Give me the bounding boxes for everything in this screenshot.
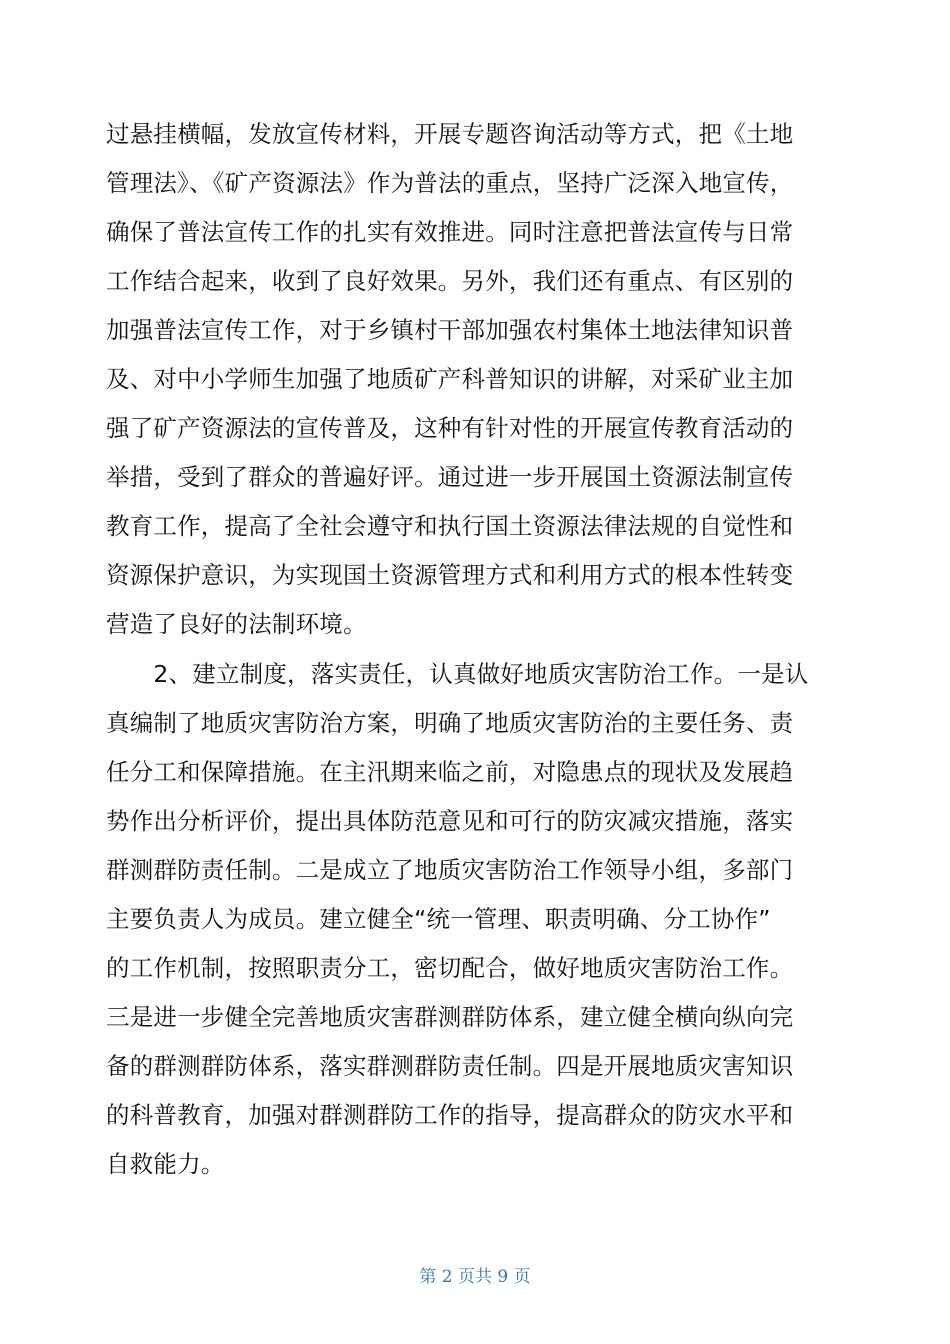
text-line: 资源保护意识，为实现国土资源管理方式和利用方式的根本性转变 [106, 561, 794, 589]
text-line: 的科普教育，加强对群测群防工作的指导，提高群众的防灾水平和 [106, 1101, 794, 1129]
text-line: 强了矿产资源法的宣传普及，这种有针对性的开展宣传教育活动的 [106, 414, 794, 442]
text-line: 教育工作，提高了全社会遵守和执行国土资源法律法规的自觉性和 [106, 512, 794, 540]
text-line: 加强普法宣传工作，对于乡镇村干部加强农村集体土地法律知识普 [106, 316, 794, 344]
text-line: 确保了普法宣传工作的扎实有效推进。同时注意把普法宣传与日常 [106, 218, 794, 246]
page-number-footer: 第 2 页共 9 页 [419, 1267, 531, 1287]
text-line: 管理法》、《矿产资源法》作为普法的重点，坚持广泛深入地宣传， [106, 169, 794, 197]
text-line: 营造了良好的法制环境。 [106, 610, 367, 638]
paragraph-2 [106, 650, 846, 1189]
text-line: 任分工和保障措施。在主汛期来临之前，对隐患点的现状及发展趋 [106, 758, 794, 786]
text-line: 主要负责人为成员。建立健全“统一管理、职责明确、分工协作” [106, 905, 771, 933]
text-line: 备的群测群防体系，落实群测群防责任制。四是开展地质灾害知识 [106, 1052, 794, 1080]
text-line: 工作结合起来，收到了良好效果。另外，我们还有重点、有区别的 [106, 267, 794, 295]
text-line: 的工作机制，按照职责分工，密切配合，做好地质灾害防治工作。 [106, 954, 794, 982]
text-line: 及、对中小学师生加强了地质矿产科普知识的讲解，对采矿业主加 [106, 365, 794, 393]
text-line: 2、建立制度，落实责任，认真做好地质灾害防治工作。一是认 [106, 660, 809, 688]
text-line: 举措，受到了群众的普遍好评。通过进一步开展国土资源法制宣传 [106, 463, 794, 491]
paragraph-1 [106, 110, 846, 649]
text-line: 真编制了地质灾害防治方案，明确了地质灾害防治的主要任务、责 [106, 709, 794, 737]
text-line: 群测群防责任制。二是成立了地质灾害防治工作领导小组，多部门 [106, 856, 794, 884]
text-line: 自救能力。 [106, 1150, 225, 1178]
text-line: 三是进一步健全完善地质灾害群测群防体系，建立健全横向纵向完 [106, 1003, 794, 1031]
text-line: 势作出分析评价，提出具体防范意见和可行的防灾减灾措施，落实 [106, 807, 794, 835]
document-body [106, 110, 846, 1189]
text-line: 过悬挂横幅，发放宣传材料，开展专题咨询活动等方式，把《土地 [106, 120, 794, 148]
